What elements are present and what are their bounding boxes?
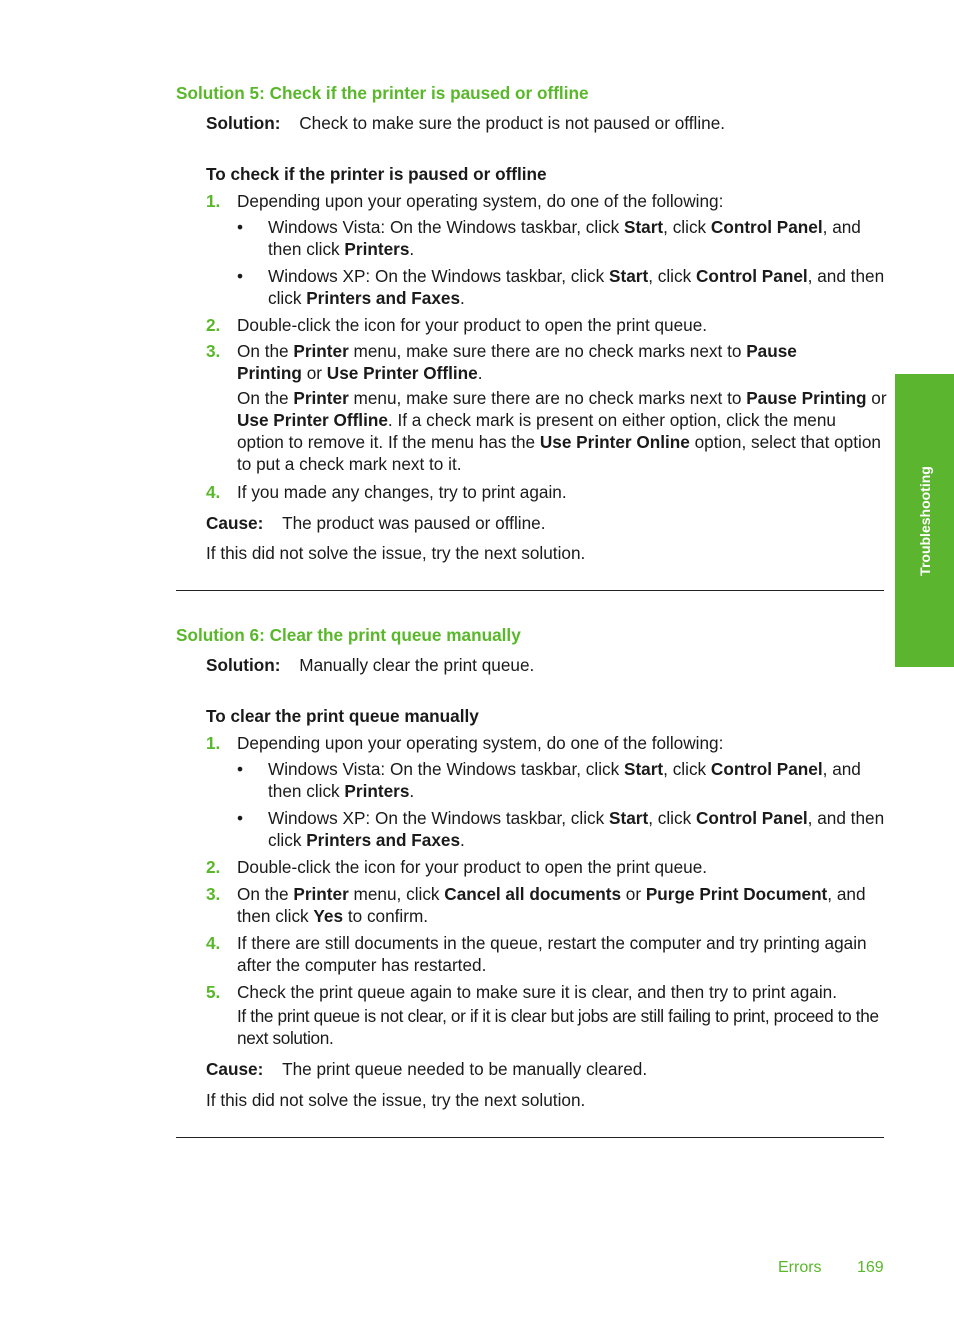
solution-5-title: Solution 5: Check if the printer is paused or offline — [176, 83, 589, 103]
step-number: 2. — [206, 315, 221, 335]
side-tab-label: Troubleshooting — [916, 465, 933, 576]
cause-text: The product was paused or offline. — [282, 513, 546, 533]
solution-5-cause — [206, 512, 545, 534]
bullet-windows-vista: Windows Vista: On the Windows taskbar, click Start, click Control Panel, and then click Printers. — [268, 217, 861, 259]
solution-6-title: Solution 6: Clear the print queue manually — [176, 625, 521, 645]
step-number: 4. — [206, 933, 221, 953]
cause-text: The print queue needed to be manually cleared. — [282, 1059, 648, 1079]
step-text: If there are still documents in the queue, restart the computer and try printing again after the computer has restarted. — [237, 933, 867, 975]
footer-page-number: 169 — [857, 1259, 884, 1276]
step-text: On the Printer menu, make sure there are no check marks next to Pause Printing or Use Printer Offline. If a check mark is present on either option, click the menu option to remove it. If the menu has the Use Printer Online option, select that option to put a check mark next to it. — [237, 388, 887, 474]
solution-label: Solution: — [206, 113, 281, 133]
solution-6-solution — [206, 654, 534, 676]
step-number: 1. — [206, 733, 221, 753]
next-solution-note: If this did not solve the issue, try the next solution. — [206, 1090, 586, 1110]
step-text: Check the print queue again to make sure it is clear, and then try to print again. — [237, 982, 838, 1002]
bullet-windows-vista: Windows Vista: On the Windows taskbar, click Start, click Control Panel, and then click Printers. — [268, 759, 861, 801]
step-text: On the Printer menu, click Cancel all documents or Purge Print Document, and then click Yes to confirm. — [237, 884, 866, 926]
bullet: • — [237, 266, 244, 286]
step-number: 2. — [206, 857, 221, 877]
solution-text: Check to make sure the product is not paused or offline. — [299, 113, 726, 133]
solution-6-procedure-title: To clear the print queue manually — [206, 706, 479, 726]
section-side-tab — [895, 374, 954, 667]
step-text: Depending upon your operating system, do one of the following: — [237, 191, 724, 211]
footer-section-name: Errors — [778, 1259, 822, 1276]
step-text: On the Printer menu, make sure there are no check marks next to Pause Printing or Use Printer Offline. — [237, 341, 797, 383]
step-text: Double-click the icon for your product to open the print queue. — [237, 857, 708, 877]
cause-label: Cause: — [206, 1059, 264, 1079]
bullet: • — [237, 759, 244, 779]
solution-6-cause — [206, 1058, 647, 1080]
cause-label: Cause: — [206, 513, 264, 533]
bullet-windows-xp: Windows XP: On the Windows taskbar, click Start, click Control Panel, and then click Printers and Faxes. — [268, 266, 885, 308]
solution-5-solution — [206, 112, 725, 134]
solution-text: Manually clear the print queue. — [299, 655, 535, 675]
step-text: Double-click the icon for your product to open the print queue. — [237, 315, 708, 335]
step-number: 3. — [206, 341, 221, 361]
step-number: 1. — [206, 191, 221, 211]
step-number: 4. — [206, 482, 221, 502]
solution-5-procedure-title: To check if the printer is paused or offline — [206, 164, 547, 184]
bullet: • — [237, 217, 244, 237]
bullet-windows-xp: Windows XP: On the Windows taskbar, click Start, click Control Panel, and then click Printers and Faxes. — [268, 808, 885, 850]
step-text: Depending upon your operating system, do one of the following: — [237, 733, 724, 753]
section-divider — [176, 590, 884, 591]
solution-label: Solution: — [206, 655, 281, 675]
step-number: 3. — [206, 884, 221, 904]
step-text: If you made any changes, try to print again. — [237, 482, 567, 502]
step-text: If the print queue is not clear, or if it is clear but jobs are still failing to print, proceed to the next solution. — [237, 1006, 879, 1048]
bullet: • — [237, 808, 244, 828]
step-number: 5. — [206, 982, 221, 1002]
next-solution-note: If this did not solve the issue, try the next solution. — [206, 543, 586, 563]
section-divider — [176, 1137, 884, 1138]
